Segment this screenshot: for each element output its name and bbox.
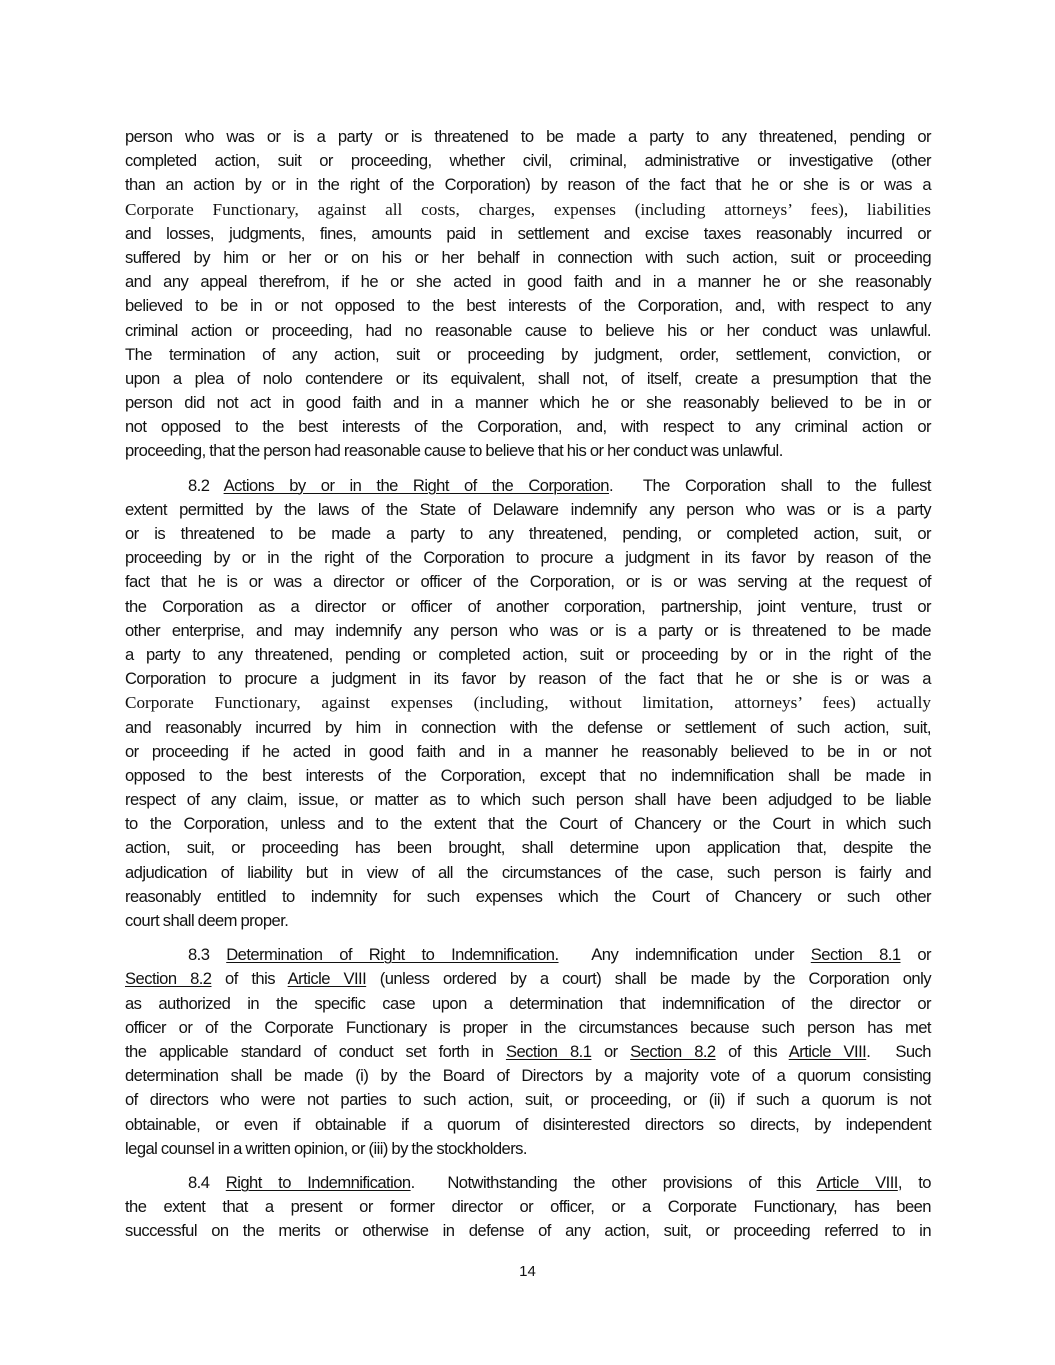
text-line: suffered by him or her or on his or her behalf in connection with such action, suit or proceeding	[125, 247, 931, 267]
text-line: proceeding by or in the right of the Corporation to procure a judgment in its favor by reason of the	[125, 548, 931, 568]
text-line: a party to any threatened, pending or completed action, suit or proceeding by or in the right of the	[125, 644, 931, 664]
text-line: Corporation to procure a judgment in its favor by reason of the fact that he or she is or was a	[125, 669, 931, 689]
text-line: court shall deem proper.	[125, 911, 289, 930]
paragraph-gap	[125, 933, 931, 943]
text-line	[125, 1040, 931, 1064]
text-line: than an action by or in the right of the Corporation) by reason of the fact that he or she is or was a	[125, 175, 931, 195]
text-line: adjudication of liability but in view of all the circumstances of the case, such person is fairly and	[125, 862, 931, 882]
text-line: proceeding, that the person had reasonable cause to believe that his or her conduct was unlawful.	[125, 441, 783, 461]
text-line: as authorized in the specific case upon a determination that indemnification of the director or	[125, 993, 931, 1013]
text-run: Any indemnification under	[558, 945, 811, 965]
text-line: not opposed to the best interests of the Corporation, and, with respect to any criminal action or	[125, 417, 931, 437]
text-line: other enterprise, and may indemnify any person who was or is a party or is threatened to be made	[125, 620, 931, 640]
text-line	[125, 967, 931, 991]
text-line: legal counsel in a written opinion, or (iii) by the stockholders.	[125, 1138, 527, 1158]
paragraph-gap	[125, 1161, 931, 1171]
text-line: fact that he is or was a director or officer of the Corporation, or is or was serving at the request of	[125, 572, 931, 592]
text-line: respect of any claim, issue, or matter as to which such person shall have been adjudged to be liable	[125, 790, 931, 810]
text-run: (unless ordered by a court) shall be made by the Corporation only	[366, 969, 931, 989]
text-line: and reasonably incurred by him in connection with the defense or settlement of such action, suit,	[125, 717, 931, 737]
cross-reference-section-8-1[interactable]: Section 8.1	[810, 945, 901, 965]
text-line: or is threatened to be made a party to any threatened, pending, or completed action, suit, or	[125, 524, 931, 543]
text-line: of directors who were not parties to such action, suit, or proceeding, or (ii) if such a quorum is not	[125, 1090, 931, 1110]
text-line: obtainable, or even if obtainable if a quorum of disinterested directors so directs, by independent	[125, 1114, 931, 1134]
paragraph-8-1-continuation	[125, 125, 931, 464]
text-run: , to	[897, 1172, 931, 1192]
text-line: and losses, judgments, fines, amounts paid in settlement and excise taxes reasonably incurred or	[125, 223, 931, 243]
text-line: to the Corporation, unless and to the extent that the Court of Chancery or the Court in which such	[125, 814, 931, 834]
cross-reference-section-8-2[interactable]: Section 8.2	[630, 1041, 716, 1061]
text-line: reasonably entitled to indemnity for such expenses which the Court of Chancery or such other	[125, 886, 931, 906]
cross-reference-section-8-1[interactable]: Section 8.1	[505, 1041, 592, 1061]
cross-reference-article-viii[interactable]: Article VIII	[816, 1172, 898, 1192]
section-8-3-first-line	[125, 943, 931, 967]
section-8-3	[125, 943, 931, 1161]
cross-reference-article-viii[interactable]: Article VIII	[788, 1041, 867, 1061]
text-line: successful on the merits or otherwise in defense of any action, suit, or proceeding referred to in	[125, 1221, 931, 1241]
text-run: . Notwithstanding the other provisions of this	[410, 1172, 817, 1192]
text-line: person who was or is a party or is threatened to be made a party to any threatened, pending or	[125, 127, 931, 146]
text-line: criminal action or proceeding, had no reasonable cause to believe his or her conduct was unlawful.	[125, 320, 931, 340]
section-heading: Right to Indemnification	[225, 1172, 411, 1192]
document-body	[125, 125, 931, 1243]
text-line: opposed to the best interests of the Corporation, except that no indemnification shall be made in	[125, 765, 931, 785]
section-heading: Determination of Right to Indemnification.	[226, 945, 559, 965]
text-run: . Such	[866, 1041, 931, 1061]
text-run: of this	[211, 969, 288, 989]
text-line: upon a plea of nolo contendere or its equivalent, shall not, of itself, create a presumption that the	[125, 368, 931, 388]
text-line: and any appeal therefrom, if he or she acted in good faith and in a manner he or she reasonably	[125, 272, 931, 292]
section-8-4	[125, 1171, 931, 1244]
text-line: person did not act in good faith and in a manner which he or she reasonably believed to be in or	[125, 393, 931, 413]
text-line: determination shall be made (i) by the Board of Directors by a majority vote of a quorum consisting	[125, 1066, 931, 1086]
text-line: or proceeding if he acted in good faith and in a manner he reasonably believed to be in or not	[125, 741, 931, 761]
text-line: action, suit, or proceeding has been brought, shall determine upon application that, despite the	[125, 838, 931, 858]
cross-reference-section-8-2[interactable]: Section 8.2	[125, 969, 212, 989]
text-line: the extent that a present or former director or officer, or a Corporate Functionary, has been	[125, 1197, 931, 1217]
text-run: or	[591, 1041, 631, 1061]
section-8-2-first-line	[125, 474, 931, 498]
section-8-2	[125, 474, 931, 934]
text-line: The termination of any action, suit or proceeding by judgment, order, settlement, conviction, or	[125, 344, 931, 364]
cross-reference-article-viii[interactable]: Article VIII	[287, 969, 367, 989]
page-number: 14	[519, 1263, 536, 1280]
text-run: or	[900, 945, 931, 965]
text-line: officer or of the Corporate Functionary is proper in the circumstances because such person has met	[125, 1017, 931, 1037]
text-line: Corporate Functionary, against all costs, charges, expenses (including attorneys’ fees), liabilities	[125, 199, 931, 219]
text-line: completed action, suit or proceeding, whether civil, criminal, administrative or investigative (other	[125, 151, 931, 171]
section-number: 8.3	[188, 945, 227, 965]
text-run: of this	[715, 1041, 789, 1061]
section-heading: Actions by or in the Right of the Corporation	[223, 475, 609, 495]
section-8-4-first-line	[125, 1171, 931, 1195]
text-line: the Corporation as a director or officer of another corporation, partnership, joint venture, trust or	[125, 596, 931, 616]
text-run: . The Corporation shall to the fullest	[608, 475, 931, 495]
section-number: 8.2	[188, 475, 224, 495]
text-line: believed to be in or not opposed to the best interests of the Corporation, and, with respect to any	[125, 296, 931, 316]
text-line: extent permitted by the laws of the State of Delaware indemnify any person who was or is a party	[125, 499, 931, 519]
section-number: 8.4	[188, 1172, 226, 1192]
text-line: Corporate Functionary, against expenses (including, without limitation, attorneys’ fees) actually	[125, 693, 931, 713]
paragraph-gap	[125, 464, 931, 474]
text-run: the applicable standard of conduct set forth in	[125, 1041, 506, 1061]
